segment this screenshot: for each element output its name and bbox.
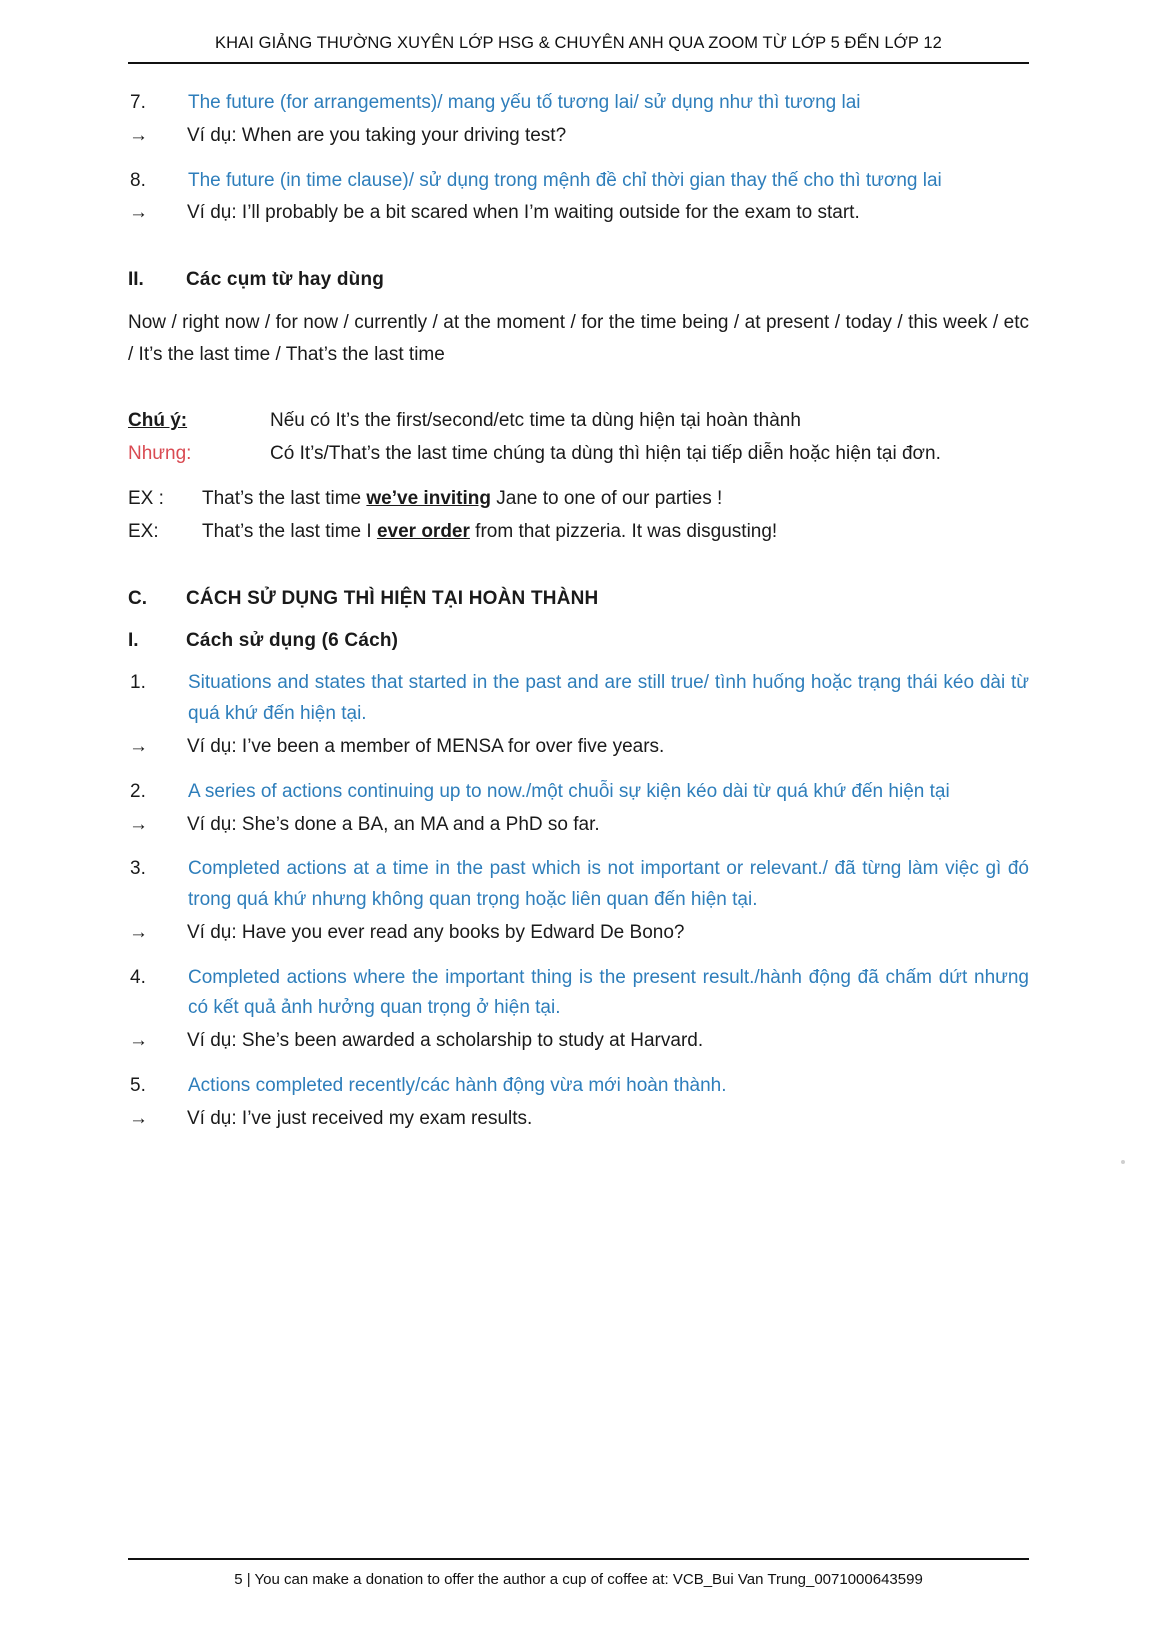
example-pre: That’s the last time I — [202, 521, 377, 543]
list-item-marker: 3. — [130, 858, 146, 880]
section-heading-c — [128, 584, 1029, 614]
note-label-alt: Nhưng: — [128, 443, 192, 465]
example-row-1 — [128, 483, 1029, 515]
example-row — [128, 198, 1029, 229]
example-text: Ví dụ: She’s done a BA, an MA and a PhD so far. — [187, 813, 600, 835]
example-row — [128, 1026, 1029, 1057]
note-row-nhung — [128, 438, 1029, 470]
example-label: EX: — [128, 521, 159, 543]
arrow-icon: → — [129, 735, 148, 757]
list-item-text: Completed actions where the important thing is the present result./hành động đã chấm dứt nhưng có kết quả ảnh hưởng quan trọng ở hiện tại. — [188, 966, 1029, 1019]
example-body — [202, 516, 1029, 548]
example-post: from that pizzeria. It was disgusting! — [469, 521, 778, 543]
phrases-paragraph: Now / right now / for now / currently / at the moment / for the time being / at present / today / this week / etc / It’s the last time / That’s the last time — [128, 312, 1029, 366]
list-item-marker: 2. — [130, 780, 146, 802]
example-row — [128, 918, 1029, 949]
subsection-title: Cách sử dụng (6 Cách) — [186, 630, 399, 652]
list-item-text: Situations and states that started in the past and are still true/ tình huống hoặc trạng thái kéo dài từ quá khứ đến hiện tại. — [188, 672, 1029, 725]
arrow-icon: → — [129, 1030, 148, 1052]
example-text: Ví dụ: Have you ever read any books by Edward De Bono? — [187, 921, 685, 943]
list-item — [128, 963, 1029, 1025]
note-label — [128, 405, 270, 437]
arrow-icon: → — [129, 202, 148, 224]
example-highlight: we’ve inviting — [366, 488, 491, 510]
section-heading-c-i — [128, 626, 1029, 656]
example-row — [128, 121, 1029, 152]
list-item-text: Completed actions at a time in the past which is not important or relevant./ đã từng làm việc gì đó trong quá khứ nhưng không quan trọng hoặc liên quan đến hiện tại. — [188, 858, 1029, 911]
list-item-marker: 8. — [130, 169, 146, 191]
example-text: Ví dụ: When are you taking your driving test? — [187, 124, 567, 146]
list-item-marker: 4. — [130, 966, 146, 988]
example-pre: That’s the last time — [202, 488, 367, 510]
subsection-marker: I. — [128, 630, 139, 652]
note-label-text: Chú ý: — [128, 410, 188, 432]
document-footer — [128, 1558, 1029, 1588]
list-item — [128, 1071, 1029, 1102]
example-label: EX : — [128, 488, 164, 510]
example-post: Jane to one of our parties ! — [490, 488, 723, 510]
section-marker: II. — [128, 269, 144, 291]
list-item — [128, 668, 1029, 730]
example-row-2 — [128, 516, 1029, 548]
section-marker: C. — [128, 587, 147, 609]
arrow-icon: → — [129, 921, 148, 943]
list-item — [128, 854, 1029, 916]
section-heading-ii — [128, 265, 1029, 295]
arrow-icon: → — [129, 813, 148, 835]
header-title: KHAI GIẢNG THƯỜNG XUYÊN LỚP HSG & CHUYÊN ANH QUA ZOOM TỪ LỚP 5 ĐẾN LỚP 12 — [215, 34, 942, 52]
note-body-alt: Có It’s/That’s the last time chúng ta dùng thì hiện tại tiếp diễn hoặc hiện tại đơn. — [270, 443, 941, 465]
example-text: Ví dụ: I’ve just received my exam results. — [187, 1107, 533, 1129]
example-highlight: ever order — [376, 521, 470, 543]
list-item-text: A series of actions continuing up to now./một chuỗi sự kiện kéo dài từ quá khứ đến hiện tại — [188, 780, 950, 802]
page-speck — [1121, 1160, 1125, 1164]
footer-divider — [128, 1558, 1029, 1560]
section-title: Các cụm từ hay dùng — [186, 269, 385, 291]
example-row — [128, 1104, 1029, 1135]
list-item-text: The future (for arrangements)/ mang yếu tố tương lai/ sử dụng như thì tương lai — [188, 92, 861, 113]
document-body — [128, 64, 1029, 1134]
example-row — [128, 732, 1029, 763]
list-item — [128, 166, 1029, 197]
note-body: Nếu có It’s the first/second/etc time ta dùng hiện tại hoàn thành — [270, 410, 801, 432]
example-row — [128, 810, 1029, 841]
example-body — [202, 483, 1029, 515]
footer-text: 5 | You can make a donation to offer the author a cup of coffee at: VCB_Bui Van Trung_0071000643599 — [234, 1571, 923, 1588]
note-row-chuy — [128, 405, 1029, 437]
example-text: Ví dụ: I’ll probably be a bit scared when I’m waiting outside for the exam to start. — [187, 202, 860, 224]
list-item-text: Actions completed recently/các hành động vừa mới hoàn thành. — [188, 1074, 727, 1096]
list-item-marker: 5. — [130, 1074, 146, 1096]
list-item-text: The future (in time clause)/ sử dụng trong mệnh đề chỉ thời gian thay thế cho thì tương lai — [188, 169, 942, 191]
arrow-icon: → — [129, 1107, 148, 1129]
document-header — [128, 0, 1029, 64]
list-item-marker: 1. — [130, 672, 146, 694]
section-title: CÁCH SỬ DỤNG THÌ HIỆN TẠI HOÀN THÀNH — [186, 587, 599, 609]
example-text: Ví dụ: She’s been awarded a scholarship to study at Harvard. — [187, 1030, 704, 1052]
example-text: Ví dụ: I’ve been a member of MENSA for over five years. — [187, 735, 665, 757]
arrow-icon: → — [129, 124, 148, 146]
list-item-marker: 7. — [130, 92, 146, 113]
list-item — [128, 88, 1029, 119]
list-item — [128, 777, 1029, 808]
